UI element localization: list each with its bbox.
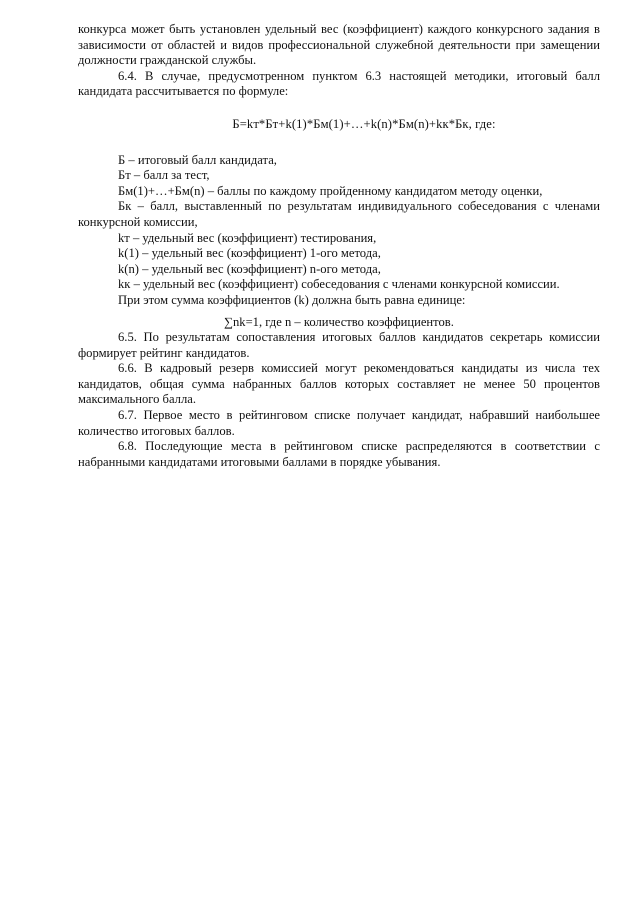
definition-item: k(1) – удельный вес (коэффициент) 1-ого метода,	[118, 246, 381, 261]
definition-item: k(n) – удельный вес (коэффициент) n-ого метода,	[118, 261, 381, 276]
document-page	[78, 22, 600, 470]
formula-total-score: Б=kт*Бт+k(1)*Бм(1)+…+k(n)*Бм(n)+kк*Бк, где:	[232, 116, 496, 131]
definition-item: kт – удельный вес (коэффициент) тестирования,	[118, 230, 377, 245]
paragraph-6-7: 6.7. Первое место в рейтинговом списке получает кандидат, набравший наибольшее количество итоговых баллов.	[78, 408, 600, 438]
definition-item: kк – удельный вес (коэффициент) собеседования с членами конкурсной комиссии.	[118, 277, 560, 292]
paragraph-continuation: конкурса может быть установлен удельный вес (коэффициент) каждого конкурсного задания в зависимости от областей и видов профессиональной служебной деятельности при замещении должности гражданской службы.	[78, 22, 600, 68]
definition-item: Бт – балл за тест,	[118, 168, 210, 183]
definition-item: Бк – балл, выставленный по результатам индивидуального собеседования с членами конкурсной комиссии,	[78, 199, 600, 229]
paragraph-sum-coefficients: При этом сумма коэффициентов (k) должна быть равна единице:	[118, 292, 466, 307]
definition-item: Б – итоговый балл кандидата,	[118, 152, 277, 167]
definition-item: Бм(1)+…+Бм(n) – баллы по каждому пройденному кандидатом методу оценки,	[118, 183, 543, 198]
formula-sum-coefficients: ∑nk=1, где n – количество коэффициентов.	[224, 314, 454, 329]
definitions-list	[78, 153, 600, 293]
paragraph-6-4: 6.4. В случае, предусмотренном пунктом 6.3 настоящей методики, итоговый балл кандидата рассчитывается по формуле:	[78, 68, 600, 99]
paragraph-6-8: 6.8. Последующие места в рейтинговом списке распределяются в соответствии с набранными кандидатами итоговыми баллами в порядке убывания.	[78, 439, 600, 469]
paragraph-6-6: 6.6. В кадровый резерв комиссией могут рекомендоваться кандидаты из числа тех кандидатов, общая сумма набранных баллов которых составляет не менее 50 процентов максимального балла.	[78, 361, 600, 407]
paragraph-6-5: 6.5. По результатам сопоставления итоговых баллов кандидатов секретарь комиссии формирует рейтинг кандидатов.	[78, 330, 600, 360]
